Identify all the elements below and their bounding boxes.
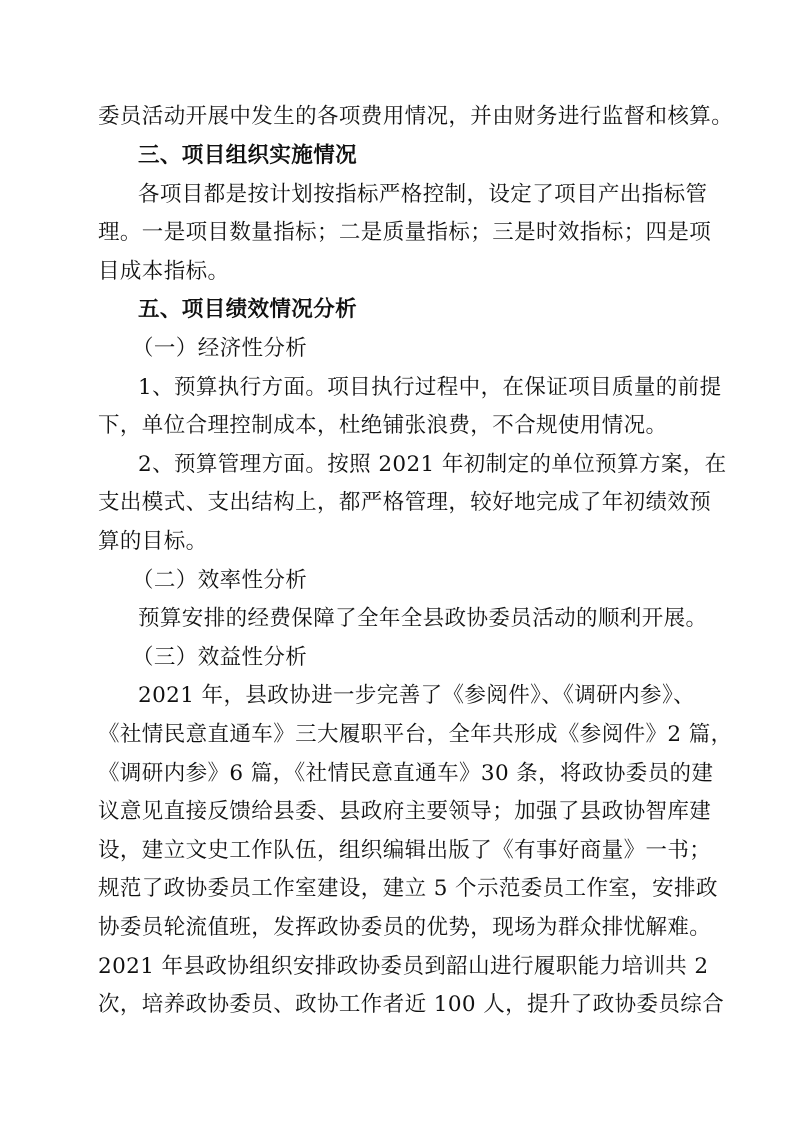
body-text: 《调研内参》6 篇，《社情民意直通车》30 条，将政协委员的建 <box>98 761 714 786</box>
paragraph-line <box>0 908 793 948</box>
body-text: 下，单位合理控制成本，杜绝铺张浪费，不合规使用情况。 <box>98 413 668 438</box>
paragraph-line <box>0 252 793 292</box>
body-text: 委员活动开展中发生的各项费用情况，并由财务进行监督和核算。 <box>98 104 734 129</box>
paragraph-line <box>0 406 793 446</box>
section-heading <box>0 290 793 330</box>
paragraph-line <box>0 522 793 562</box>
paragraph-line <box>0 754 793 794</box>
section-heading <box>0 136 793 176</box>
body-text: 理。一是项目数量指标；二是质量指标；三是时效指标；四是项 <box>98 220 712 245</box>
body-text: 2、预算管理方面。按照 2021 年初制定的单位预算方案，在 <box>138 452 727 477</box>
paragraph-line <box>0 831 793 871</box>
heading-text: 五、项目绩效情况分析 <box>138 297 358 322</box>
paragraph-line <box>0 97 793 137</box>
paragraph-line <box>0 445 793 485</box>
subheading-text: （三）效益性分析 <box>132 645 308 670</box>
body-text: 1、预算执行方面。项目执行过程中，在保证项目质量的前提 <box>138 375 722 400</box>
body-text: 支出模式、支出结构上，都严格管理，较好地完成了年初绩效预 <box>98 490 712 515</box>
paragraph-line <box>0 947 793 987</box>
subsection-heading <box>0 561 793 601</box>
body-text: 算的目标。 <box>98 529 208 554</box>
paragraph-line <box>0 213 793 253</box>
paragraph-line <box>0 985 793 1025</box>
paragraph-line <box>0 869 793 909</box>
paragraph-line <box>0 715 793 755</box>
body-text: 各项目都是按计划按指标严格控制，设定了项目产出指标管 <box>138 182 708 207</box>
subheading-text: （一）经济性分析 <box>132 336 308 361</box>
paragraph-line <box>0 676 793 716</box>
body-text: 《社情民意直通车》三大履职平台，全年共形成《参阅件》2 篇， <box>98 722 733 747</box>
body-text: 2021 年，县政协进一步完善了《参阅件》、《调研内参》、 <box>138 683 695 708</box>
paragraph-line <box>0 599 793 639</box>
subsection-heading <box>0 329 793 369</box>
body-text: 2021 年县政协组织安排政协委员到韶山进行履职能力培训共 2 <box>98 954 709 979</box>
paragraph-line <box>0 483 793 523</box>
body-text: 规范了政协委员工作室建设，建立 5 个示范委员工作室，安排政 <box>98 876 718 901</box>
body-text: 目成本指标。 <box>98 259 230 284</box>
subsection-heading <box>0 638 793 678</box>
paragraph-line <box>0 368 793 408</box>
body-text: 次，培养政协委员、政协工作者近 100 人，提升了政协委员综合 <box>98 992 725 1017</box>
heading-text: 三、项目组织实施情况 <box>138 143 358 168</box>
body-text: 预算安排的经费保障了全年全县政协委员活动的顺利开展。 <box>138 606 708 631</box>
body-text: 设，建立文史工作队伍，组织编辑出版了《有事好商量》一书； <box>98 838 712 863</box>
paragraph-line <box>0 792 793 832</box>
body-text: 协委员轮流值班，发挥政协委员的优势，现场为群众排忧解难。 <box>98 915 712 940</box>
subheading-text: （二）效率性分析 <box>132 568 308 593</box>
body-text: 议意见直接反馈给县委、县政府主要领导；加强了县政协智库建 <box>98 799 712 824</box>
paragraph-line <box>0 175 793 215</box>
